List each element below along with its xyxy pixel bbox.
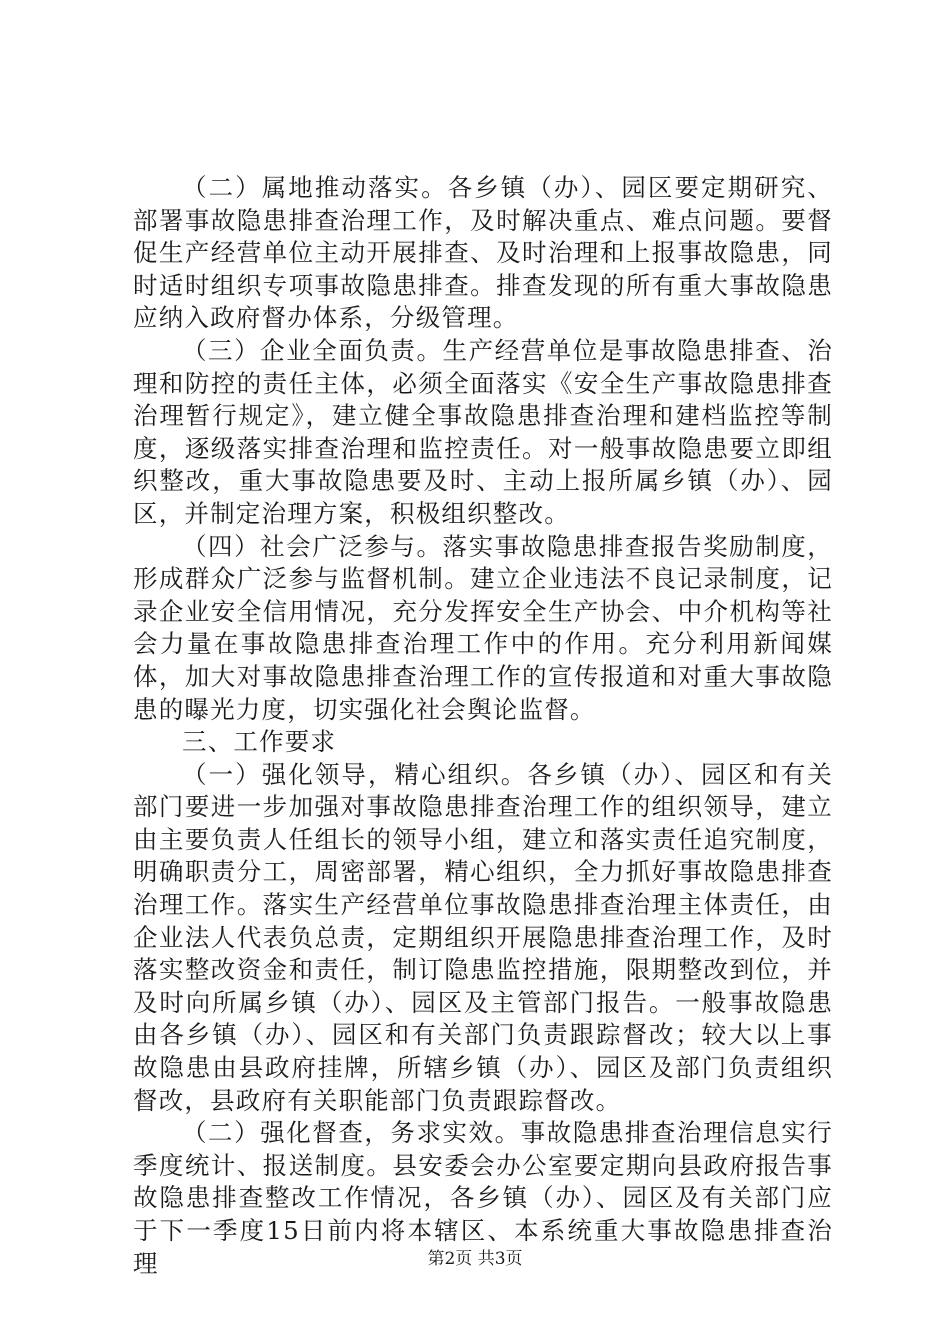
page-number-footer: 第2页 共3页	[427, 1249, 523, 1269]
paragraph-strengthen-supervision: （二）强化督查，务求实效。事故隐患排查治理信息实行季度统计、报送制度。县安委会办公室要定期向县政府报告事故隐患排查整改工作情况，各乡镇（办）、园区及有关部门应于下一季度15日前内将本辖区、本系统重大事故隐患排查治理	[133, 1118, 833, 1278]
paragraph-public-participation: （四）社会广泛参与。落实事故隐患排查报告奖励制度，形成群众广泛参与监督机制。建立企业违法不良记录制度，记录企业安全信用情况，充分发挥安全生产协会、中介机构等社会力量在事故隐患排查治理工作中的作用。充分利用新闻媒体，加大对事故隐患排查治理工作的宣传报道和对重大事故隐患的曝光力度，切实强化社会舆论监督。	[133, 531, 833, 724]
document-body	[133, 172, 833, 1280]
paragraph-enterprise-responsibility: （三）企业全面负责。生产经营单位是事故隐患排查、治理和防控的责任主体，必须全面落实《安全生产事故隐患排查治理暂行规定》，建立健全事故隐患排查治理和建档监控等制度，逐级落实排查治理和监控责任。对一般事故隐患要立即组织整改，重大事故隐患要及时、主动上报所属乡镇（办）、园区，并制定治理方案，积极组织整改。	[133, 335, 833, 528]
section-heading-work-requirements: 三、工作要求	[182, 727, 337, 757]
paragraph-local-implementation: （二）属地推动落实。各乡镇（办）、园区要定期研究、部署事故隐患排查治理工作，及时解决重点、难点问题。要督促生产经营单位主动开展排查、及时治理和上报事故隐患，同时适时组织专项事故隐患排查。排查发现的所有重大事故隐患应纳入政府督办体系，分级管理。	[133, 173, 833, 333]
paragraph-strengthen-leadership: （一）强化领导，精心组织。各乡镇（办）、园区和有关部门要进一步加强对事故隐患排查治理工作的组织领导，建立由主要负责人任组长的领导小组，建立和落实责任追究制度，明确职责分工，周密部署，精心组织，全力抓好事故隐患排查治理工作。落实生产经营单位事故隐患排查治理主体责任，由企业法人代表负总责，定期组织开展隐患排查治理工作，及时落实整改资金和责任，制订隐患监控措施，限期整改到位，并及时向所属乡镇（办）、园区及主管部门报告。一般事故隐患由各乡镇（办）、园区和有关部门负责跟踪督改；较大以上事故隐患由县政府挂牌，所辖乡镇（办）、园区及部门负责组织督改，县政府有关职能部门负责跟踪督改。	[133, 759, 833, 1115]
